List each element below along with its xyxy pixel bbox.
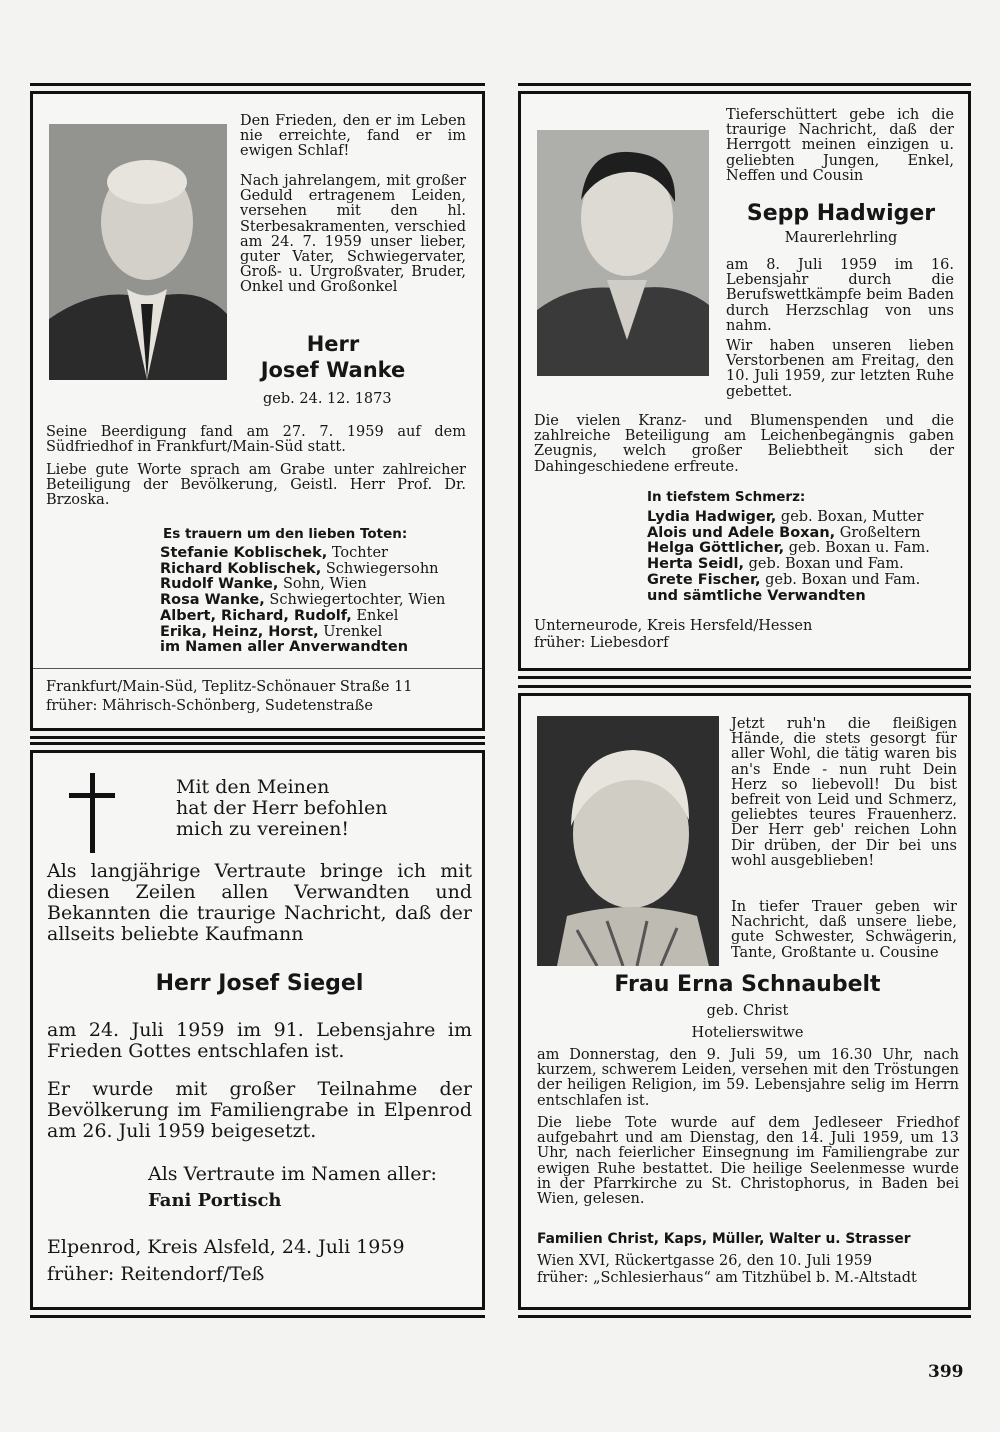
deceased-name: Herr Josef Siegel (155, 971, 364, 996)
mourner-relation: Enkel (356, 607, 399, 624)
deceased-name: Frau Erna Schnaubelt (614, 972, 881, 997)
mourner-relation: geb. Boxan u. Fam. (788, 540, 930, 557)
mourner-line (160, 546, 470, 562)
former-address: früher: „Schlesierhaus“ am Titzhübel b. M.-Altstadt (537, 1270, 917, 1286)
mourner-line (160, 609, 470, 625)
death-text: am 8. Juli 1959 im 16. Lebensjahr durch die Berufswettkämpfe beim Baden durch Herzschlag von uns nahm. (726, 257, 954, 334)
mourner-name: Grete Fischer, (647, 571, 761, 588)
mourner-relation: geb. Boxan, Mutter (780, 509, 924, 525)
obituary-siegel (30, 750, 485, 1310)
mourners-heading: Es trauern um den lieben Toten: (163, 526, 408, 542)
burial-text: Wir haben unseren lieben Verstorbenen am Freitag, den 10. Juli 1959, zur letzten Ruhe gebettet. (726, 338, 954, 400)
address: Wien XVI, Rückertgasse 26, den 10. Juli 1959 (537, 1253, 873, 1269)
mourner-line (647, 541, 967, 557)
maiden-name: geb. Christ (706, 1003, 789, 1019)
mourner-line (160, 577, 470, 593)
portrait-image (49, 124, 227, 380)
address: Elpenrod, Kreis Alsfeld, 24. Juli 1959 (47, 1236, 405, 1258)
mourner-name: Alois und Adele Boxan, (647, 524, 836, 541)
mourner-name: Richard Koblischek, (160, 560, 322, 577)
portrait-image (537, 130, 709, 376)
mourner-relation: Großeltern (839, 524, 921, 541)
portrait-photo-schnaubelt (537, 716, 719, 966)
mourner-line (160, 640, 470, 656)
mourner-line (160, 625, 470, 641)
birth-date: geb. 24. 12. 1873 (263, 391, 392, 407)
mourner-line (160, 562, 470, 578)
mourner-name: Lydia Hadwiger, (647, 509, 777, 525)
mourner-line (647, 510, 967, 526)
former-address: früher: Liebesdorf (534, 635, 669, 651)
deceased-name: Josef Wanke (260, 358, 406, 382)
mourner-relation: Urenkel (323, 623, 383, 640)
deceased-name: Sepp Hadwiger (746, 201, 936, 226)
title-herr: Herr (306, 332, 360, 356)
mourner-line (647, 573, 967, 589)
mourner-name: im Namen aller Anverwandten (160, 639, 409, 656)
mourner-relation: geb. Boxan und Fam. (748, 556, 904, 573)
quote: Den Frieden, den er im Leben nie erreichte, fand er im ewigen Schlaf! (240, 113, 466, 160)
intro-text: Nach jahrelangem, mit großer Geduld ertragenem Leiden, versehen mit den hl. Sterbesakramenten, verschied am 24. 7. 1959 unser lieber, guter Vater, Schwiegervater, Groß- u. Urgroßvater, Bruder, Onkel und Großonkel (240, 173, 466, 296)
mourners-list (160, 546, 470, 656)
mourner-relation: Schwiegertochter, Wien (269, 592, 446, 609)
poem: Jetzt ruh'n die fleißigen Hände, die stets gesorgt für aller Wohl, die tätig waren bis an's Ende - nun ruht Dein Herz so liebevoll! Du bist befreit von Leid und Schmerz, geliebtes teures Frauenherz. Der Herr geb' reichen Lohn Dir drüben, der Dir bei uns wohl ausgeblieben! (731, 716, 957, 869)
mourner-line (647, 557, 967, 573)
cross-icon (69, 773, 115, 853)
page-number: 399 (928, 1362, 964, 1382)
verse: Mit den Meinen hat der Herr befohlen mich zu vereinen! (176, 776, 388, 840)
mourner-name: und sämtliche Verwandten (647, 587, 866, 604)
obituary-hadwiger (518, 91, 971, 671)
former-address: früher: Reitendorf/Teß (47, 1263, 265, 1285)
mourner-relation: Tochter (331, 545, 388, 561)
profession: Maurerlehrling (784, 230, 898, 246)
portrait-image (537, 716, 719, 966)
intro-text: Tieferschüttert gebe ich die traurige Nachricht, daß der Herrgott meinen einzigen u. geliebten Jungen, Enkel, Neffen und Cousin (726, 107, 954, 184)
divider (33, 668, 482, 669)
death-text: am 24. Juli 1959 im 91. Lebensjahre im Frieden Gottes entschlafen ist. (47, 1019, 472, 1062)
death-text: am Donnerstag, den 9. Juli 59, um 16.30 Uhr, nach kurzem, schwerem Leiden, versehen mit den Tröstungen der heiligen Religion, im 59. Lebensjahre selig im Herrn entschlafen ist. (537, 1047, 959, 1109)
mourner-line (160, 593, 470, 609)
intro-text: In tiefer Trauer geben wir Nachricht, daß unsere liebe, gute Schwester, Schwägerin, Tante, Großtante u. Cousine (731, 899, 957, 961)
burial-text: Die liebe Tote wurde auf dem Jedleseer Friedhof aufgebahrt und am Dienstag, den 14. Juli 1959, um 13 Uhr, nach feierlicher Einsegnung im Familiengrabe zur ewigen Ruhe bestattet. Die heilige Seelenmesse wurde in der Pfarrkirche zu St. Christophorus, in Baden bei Wien, gelesen. (537, 1115, 959, 1208)
burial-text: Er wurde mit großer Teilnahme der Bevölkerung im Familiengrabe in Elpenrod am 26. Juli 1959 beigesetzt. (47, 1078, 472, 1142)
signer-name: Fani Portisch (148, 1190, 282, 1211)
obituary-wanke (30, 91, 485, 731)
signoff: Als Vertraute im Namen aller: (148, 1163, 437, 1185)
former-address: früher: Mährisch-Schönberg, Sudetenstraße (46, 698, 373, 714)
mourner-name: Stefanie Koblischek, (160, 545, 328, 561)
mourner-name: Erika, Heinz, Horst, (160, 623, 319, 640)
mourner-name: Rosa Wanke, (160, 592, 265, 609)
families: Familien Christ, Kaps, Müller, Walter u. Strasser (537, 1231, 911, 1247)
mourner-line (647, 589, 967, 605)
mourner-name: Albert, Richard, Rudolf, (160, 607, 352, 624)
mourners-list (647, 510, 967, 604)
address: Frankfurt/Main-Süd, Teplitz-Schönauer Straße 11 (46, 679, 413, 695)
address: Unterneurode, Kreis Hersfeld/Hessen (534, 618, 813, 634)
funeral-text: Seine Beerdigung fand am 27. 7. 1959 auf dem Südfriedhof in Frankfurt/Main-Süd statt. (46, 424, 466, 456)
mourner-line (647, 526, 967, 542)
thanks-text: Die vielen Kranz- und Blumenspenden und die zahlreiche Beteiligung am Leichenbegängnis gaben Zeugnis, welch großer Beliebtheit sich der Dahingeschiedene erfreute. (534, 413, 954, 475)
mourner-relation: Schwiegersohn (325, 560, 439, 577)
mourner-relation: Sohn, Wien (282, 576, 367, 593)
mourner-name: Helga Göttlicher, (647, 540, 785, 557)
grief-heading: In tiefstem Schmerz: (647, 489, 806, 505)
words-text: Liebe gute Worte sprach am Grabe unter zahlreicher Beteiligung der Bevölkerung, Geistl. Herr Prof. Dr. Brzoska. (46, 462, 466, 509)
mourner-name: Herta Seidl, (647, 556, 744, 573)
mourner-relation: geb. Boxan und Fam. (765, 571, 921, 588)
obituary-schnaubelt (518, 693, 971, 1310)
mourner-name: Rudolf Wanke, (160, 576, 279, 593)
profession: Hotelierswitwe (691, 1025, 804, 1041)
intro-text: Als langjährige Vertraute bringe ich mit diesen Zeilen allen Verwandten und Bekannten die traurige Nachricht, daß der allseits beliebte Kaufmann (47, 860, 472, 945)
portrait-photo-wanke (49, 124, 227, 380)
portrait-photo-hadwiger (537, 130, 709, 376)
